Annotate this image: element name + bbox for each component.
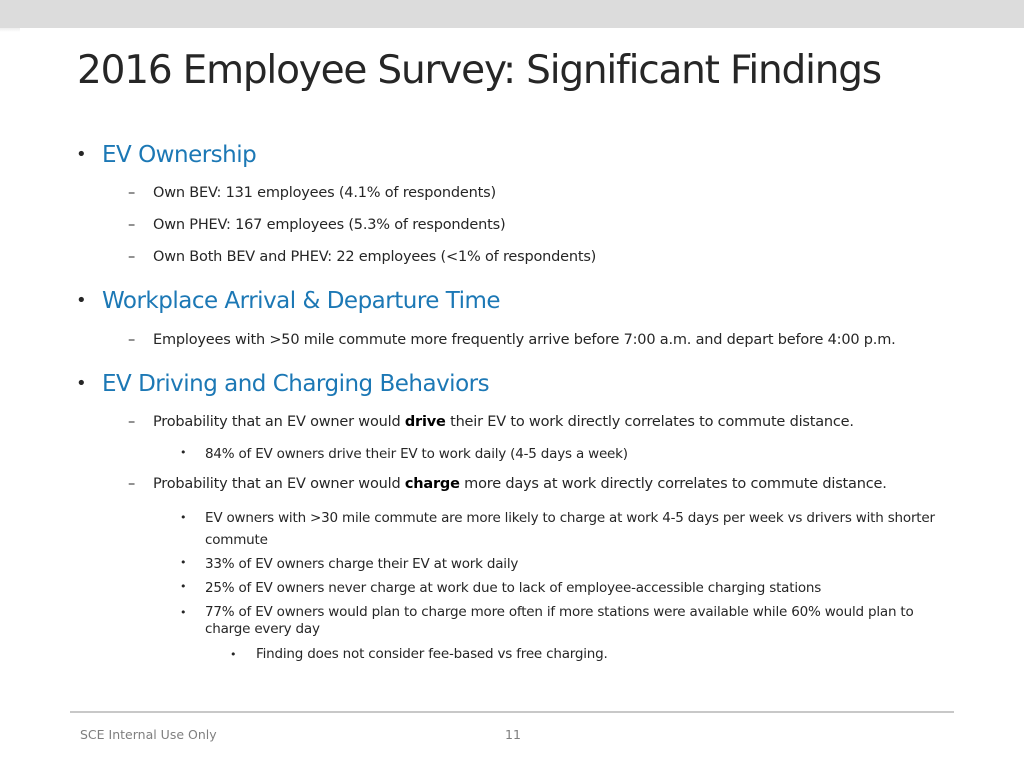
dash: – bbox=[128, 185, 136, 201]
section-heading-text: Workplace Arrival & Departure Time bbox=[102, 288, 501, 314]
section-heading-text: EV Driving and Charging Behaviors bbox=[102, 371, 490, 397]
bullet: • bbox=[180, 580, 187, 593]
drive-bold: drive bbox=[404, 414, 446, 430]
sub-list-item bbox=[180, 556, 935, 572]
list-item bbox=[128, 217, 505, 233]
dash: – bbox=[128, 476, 136, 492]
section-heading-text: EV Ownership bbox=[102, 142, 257, 168]
section-heading-workplace-arrival bbox=[76, 288, 500, 314]
sub-list-item-text: EV owners with >30 mile commute are more likely to charge at work 4-5 days per week vs drivers with shorter commute bbox=[205, 510, 935, 548]
list-item bbox=[128, 332, 896, 348]
bullet: • bbox=[76, 290, 87, 311]
top-band-shadow bbox=[0, 28, 20, 32]
section-heading-ev-driving-charging bbox=[76, 371, 489, 397]
footer-divider bbox=[70, 711, 954, 713]
sub-list-item-text: 84% of EV owners drive their EV to work daily (4-5 days a week) bbox=[205, 446, 628, 462]
sub-list-item bbox=[180, 446, 935, 462]
charge-text-before: Probability that an EV owner would bbox=[153, 476, 405, 492]
sub-list-item bbox=[180, 580, 935, 596]
bullet: • bbox=[76, 144, 87, 165]
sub-list-item bbox=[180, 604, 935, 638]
list-item-text: Employees with >50 mile commute more frequently arrive before 7:00 a.m. and depart before 4:00 p.m. bbox=[153, 332, 896, 348]
slide-title: 2016 Employee Survey: Significant Findings bbox=[77, 48, 881, 93]
dash: – bbox=[128, 249, 136, 265]
bullet: • bbox=[230, 648, 237, 661]
page-number: 11 bbox=[505, 727, 521, 742]
drive-text-after: their EV to work directly correlates to commute distance. bbox=[445, 414, 854, 430]
list-item-text: Own Both BEV and PHEV: 22 employees (<1% of respondents) bbox=[153, 249, 597, 265]
section-heading-ev-ownership bbox=[76, 142, 256, 168]
list-item-drive bbox=[128, 414, 854, 430]
bullet: • bbox=[180, 556, 187, 569]
footer-label: SCE Internal Use Only bbox=[80, 727, 217, 742]
drive-text-before: Probability that an EV owner would bbox=[153, 414, 405, 430]
bullet: • bbox=[76, 373, 87, 394]
sub-sub-list-item-text: Finding does not consider fee-based vs free charging. bbox=[256, 646, 608, 662]
list-item-text: Own PHEV: 167 employees (5.3% of respondents) bbox=[153, 217, 506, 233]
list-item bbox=[128, 185, 496, 201]
charge-text-after: more days at work directly correlates to commute distance. bbox=[459, 476, 887, 492]
dash: – bbox=[128, 414, 136, 430]
dash: – bbox=[128, 332, 136, 348]
dash: – bbox=[128, 217, 136, 233]
sub-list-item-text: 33% of EV owners charge their EV at work daily bbox=[205, 556, 519, 572]
charge-bold: charge bbox=[404, 476, 460, 492]
sub-list-item-text: 77% of EV owners would plan to charge more often if more stations were available while 60% would plan to charge every day bbox=[205, 604, 914, 637]
sub-sub-list-item bbox=[230, 646, 608, 662]
sub-list-item bbox=[180, 507, 935, 551]
list-item bbox=[128, 249, 596, 265]
sub-list-item-text: 25% of EV owners never charge at work due to lack of employee-accessible charging stations bbox=[205, 580, 822, 596]
bullet: • bbox=[180, 511, 187, 524]
bullet: • bbox=[180, 446, 187, 459]
list-item-text: Own BEV: 131 employees (4.1% of respondents) bbox=[153, 185, 496, 201]
top-band bbox=[0, 0, 1024, 28]
bullet: • bbox=[180, 606, 187, 619]
list-item-charge bbox=[128, 476, 887, 492]
